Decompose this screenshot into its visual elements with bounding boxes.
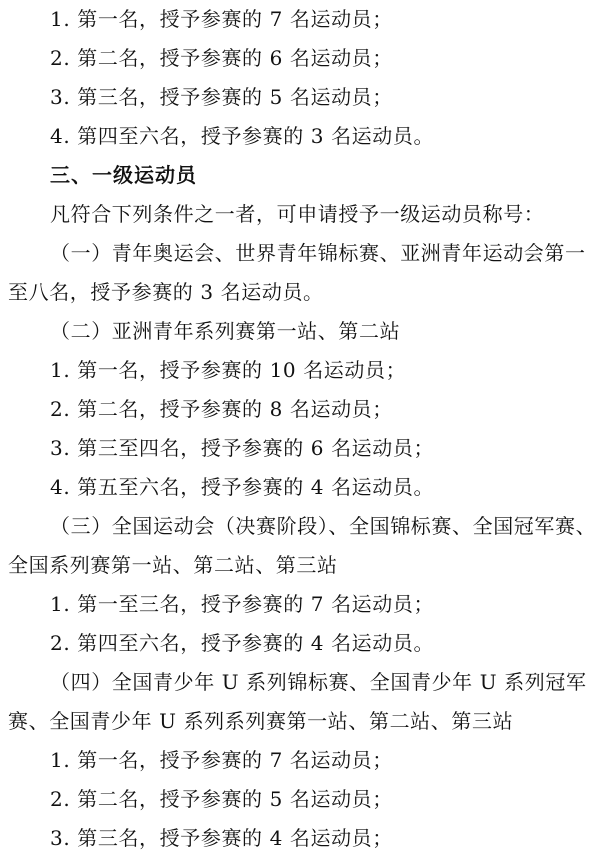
clause-4-rank-2: 2. 第二名，授予参赛的 5 名运动员； <box>50 787 393 811</box>
clause-4-line-1: （四）全国青少年 U 系列锦标赛、全国青少年 U 系列冠军 <box>50 670 587 694</box>
clause-3-rank-1-3: 1. 第一至三名，授予参赛的 7 名运动员； <box>50 592 435 616</box>
text-line-rank-4-6-three: 4. 第四至六名，授予参赛的 3 名运动员。 <box>50 124 435 148</box>
clause-1-line-2: 至八名，授予参赛的 3 名运动员。 <box>8 280 324 304</box>
clause-2-rank-1: 1. 第一名，授予参赛的 10 名运动员； <box>50 358 407 382</box>
clause-3-line-2: 全国系列赛第一站、第二站、第三站 <box>8 553 338 577</box>
text-line-rank-2-six: 2. 第二名，授予参赛的 6 名运动员； <box>50 46 393 70</box>
clause-2-title: （二）亚洲青年系列赛第一站、第二站 <box>50 319 401 343</box>
clause-2-rank-2: 2. 第二名，授予参赛的 8 名运动员； <box>50 397 393 421</box>
clause-2-rank-5-6: 4. 第五至六名，授予参赛的 4 名运动员。 <box>50 475 435 499</box>
text-line-eligibility-intro: 凡符合下列条件之一者，可申请授予一级运动员称号： <box>50 202 545 226</box>
clause-3-line-1: （三）全国运动会（决赛阶段）、全国锦标赛、全国冠军赛、 <box>50 514 597 538</box>
clause-4-line-2: 赛、全国青少年 U 系列系列赛第一站、第二站、第三站 <box>8 709 514 733</box>
section-heading-first-class-athlete: 三、一级运动员 <box>50 163 197 187</box>
text-line-rank-3-five: 3. 第三名，授予参赛的 5 名运动员； <box>50 85 393 109</box>
clause-1-line-1: （一）青年奥运会、世界青年锦标赛、亚洲青年运动会第一 <box>50 241 586 265</box>
clause-4-rank-3: 3. 第三名，授予参赛的 4 名运动员； <box>50 826 393 850</box>
text-line-rank-1-seven: 1. 第一名，授予参赛的 7 名运动员； <box>50 7 393 31</box>
clause-4-rank-1: 1. 第一名，授予参赛的 7 名运动员； <box>50 748 393 772</box>
clause-2-rank-3-4: 3. 第三至四名，授予参赛的 6 名运动员； <box>50 436 435 460</box>
clause-3-rank-4-6: 2. 第四至六名，授予参赛的 4 名运动员。 <box>50 631 435 655</box>
